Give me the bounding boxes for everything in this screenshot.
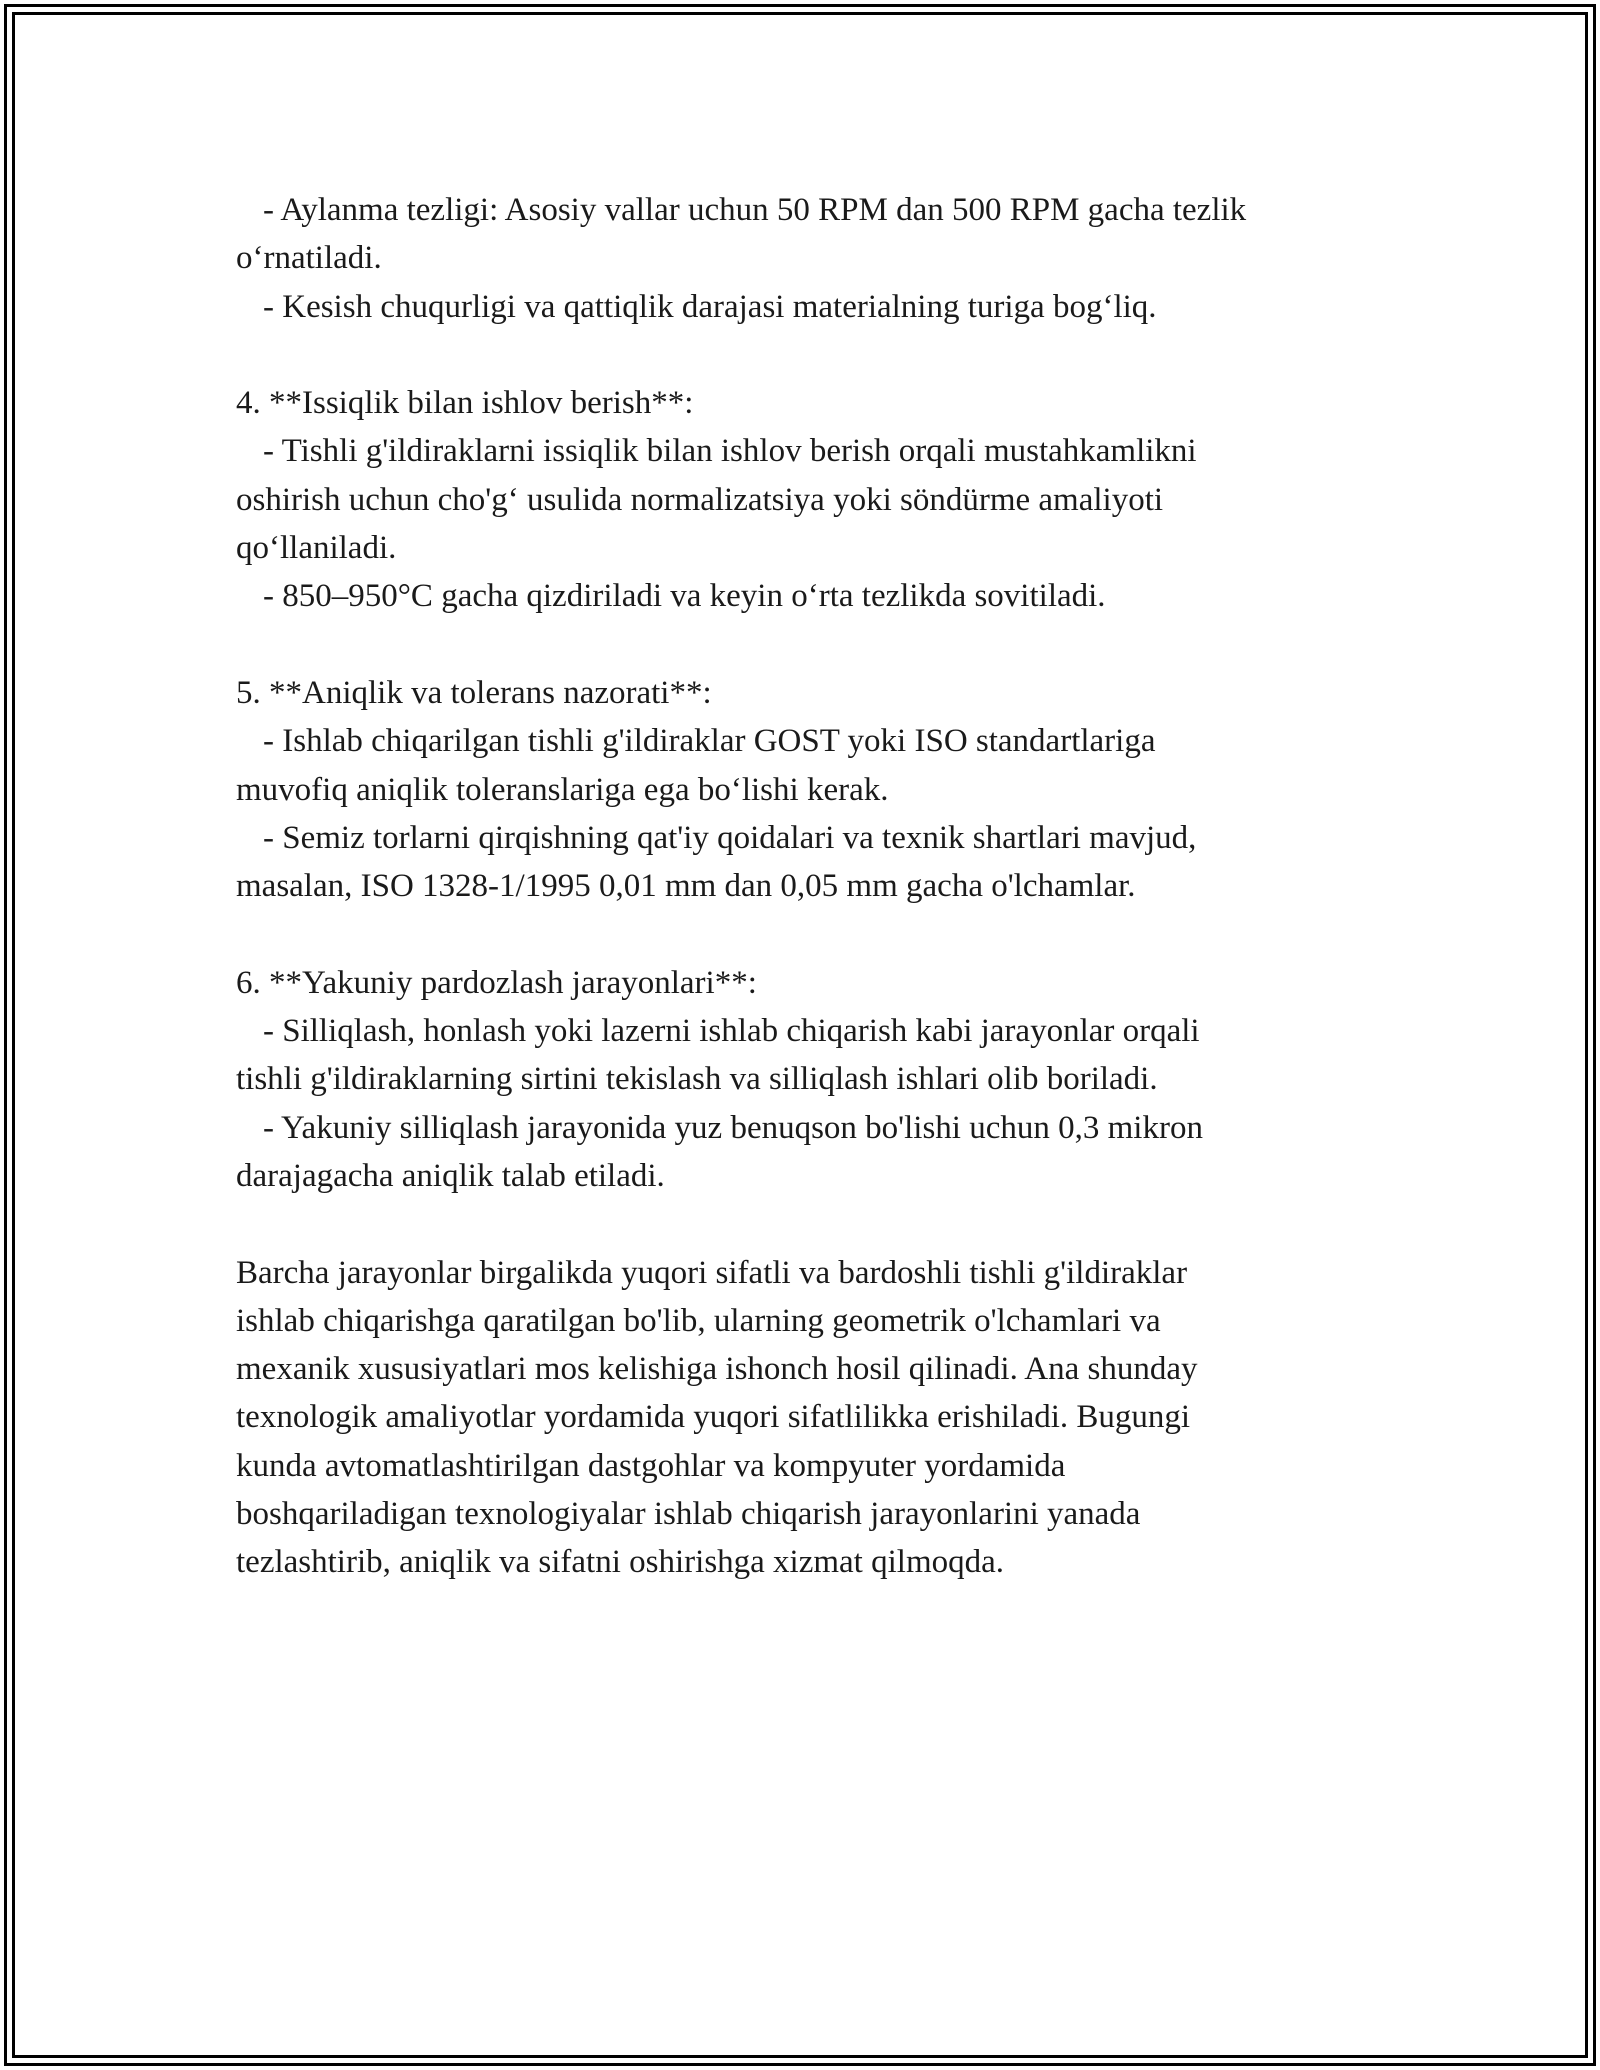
paragraph-line: ishlab chiqarishga qaratilgan bo'lib, ularning geometrik o'lchamlari va [236, 1302, 1161, 1339]
bullet-line: darajagacha aniqlik talab etiladi. [236, 1157, 665, 1194]
bullet-line: - Ishlab chiqarilgan tishli g'ildiraklar GOST yoki ISO standartlariga [263, 723, 1156, 760]
bullet-line: oshirish uchun cho'g‘ usulida normalizatsiya yoki söndürme amaliyoti [236, 481, 1164, 518]
paragraph-gap [236, 621, 1386, 669]
bullet-line: masalan, ISO 1328-1/1995 0,01 mm dan 0,05 mm gacha o'lchamlar. [236, 868, 1136, 905]
conclusion-paragraph [236, 1249, 1386, 1587]
bullet-line: - Semiz torlarni qirqishning qat'iy qoidalari va texnik shartlari mavjud, [263, 819, 1197, 856]
bullet-line: - Tishli g'ildiraklarni issiqlik bilan ishlov berish orqali mustahkamlikni [263, 433, 1197, 470]
section-3-tail [236, 186, 1386, 331]
bullet-line: - 850–950°C gacha qizdiriladi va keyin o‘rta tezlikda sovitiladi. [263, 578, 1106, 615]
document-body [236, 186, 1386, 1587]
paragraph-line: Barcha jarayonlar birgalikda yuqori sifatli va bardoshli tishli g'ildiraklar [236, 1254, 1188, 1291]
bullet-line: - Silliqlash, honlash yoki lazerni ishlab chiqarish kabi jarayonlar orqali [263, 1013, 1200, 1050]
paragraph-gap [236, 1200, 1386, 1248]
section-heading: 4. **Issiqlik bilan ishlov berish**: [236, 385, 694, 422]
bullet-line: muvofiq aniqlik toleranslariga ega bo‘lishi kerak. [236, 771, 889, 808]
bullet-line: o‘rnatiladi. [236, 240, 382, 277]
paragraph-line: kunda avtomatlashtirilgan dastgohlar va kompyuter yordamida [236, 1447, 1066, 1484]
bullet-line: - Aylanma tezligi: Asosiy vallar uchun 50 RPM dan 500 RPM gacha tezlik [263, 192, 1247, 228]
bullet-line: - Kesish chuqurligi va qattiqlik darajasi materialning turiga bog‘liq. [263, 288, 1157, 325]
bullet-line: - Yakuniy silliqlash jarayonida yuz benuqson bo'lishi uchun 0,3 mikron [263, 1109, 1203, 1146]
paragraph-line: mexanik xususiyatlari mos kelishiga ishonch hosil qilinadi. Ana shunday [236, 1351, 1198, 1388]
section-5 [236, 669, 1386, 910]
paragraph-line: texnologik amaliyotlar yordamida yuqori sifatlilikka erishiladi. Bugungi [236, 1399, 1191, 1436]
section-6 [236, 959, 1386, 1200]
section-heading: 6. **Yakuniy pardozlash jarayonlari**: [236, 964, 757, 1001]
bullet-line: qo‘llaniladi. [236, 530, 397, 567]
paragraph-line: boshqariladigan texnologiyalar ishlab chiqarish jarayonlarini yanada [236, 1496, 1141, 1533]
bullet-line: tishli g'ildiraklarning sirtini tekislash va silliqlash ishlari olib boriladi. [236, 1061, 1158, 1098]
section-heading: 5. **Aniqlik va tolerans nazorati**: [236, 674, 712, 711]
section-4 [236, 379, 1386, 620]
paragraph-gap [236, 331, 1386, 379]
paragraph-line: tezlashtirib, aniqlik va sifatni oshirishga xizmat qilmoqda. [236, 1544, 1005, 1581]
paragraph-gap [236, 910, 1386, 958]
